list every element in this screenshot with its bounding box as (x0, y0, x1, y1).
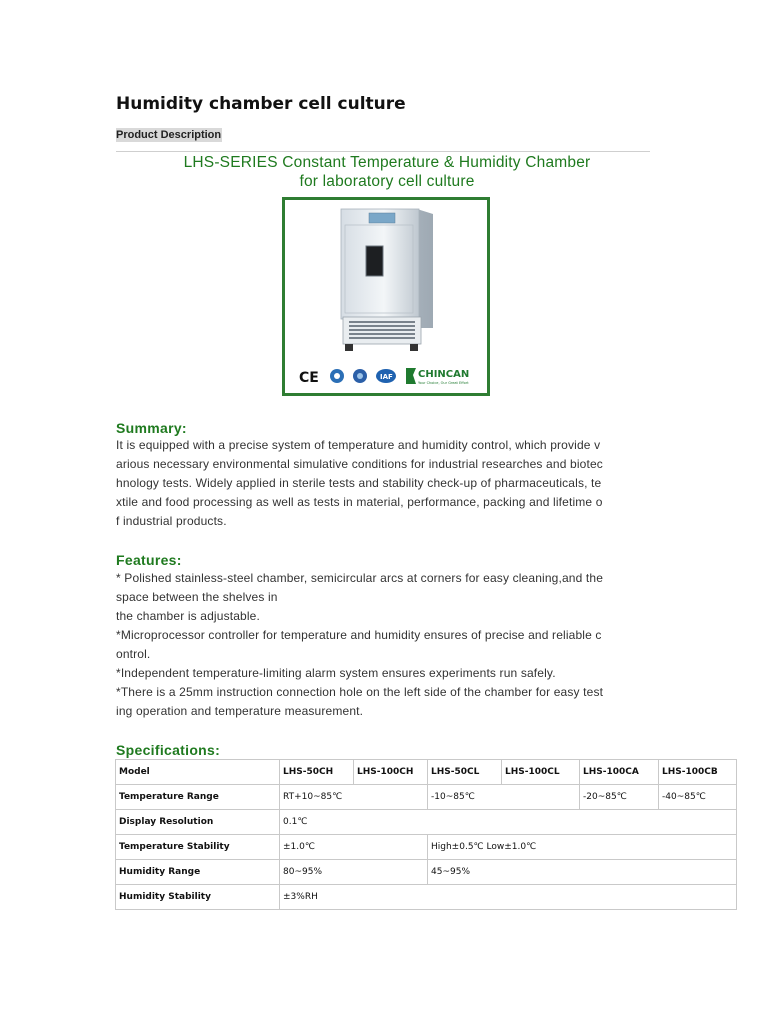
value-cell: -40~85℃ (659, 785, 737, 810)
model-cell: LHS-100CH (354, 760, 428, 785)
svg-text:Your Choice, Our Great Effort: Your Choice, Our Great Effort (418, 381, 469, 385)
features-line: space between the shelves in (116, 590, 278, 604)
summary-text (116, 436, 656, 531)
page-title: Humidity chamber cell culture (116, 94, 406, 114)
value-cell: 45~95% (428, 860, 737, 885)
specifications-heading: Specifications: (116, 742, 221, 758)
row-label: Temperature Stability (116, 835, 280, 860)
specifications-table (115, 759, 737, 910)
features-text (116, 569, 656, 721)
value-cell: ±3%RH (280, 885, 737, 910)
value-cell: -20~85℃ (580, 785, 659, 810)
value-cell: 80~95% (280, 860, 428, 885)
features-line: *There is a 25mm instruction connection hole on the left side of the chamber for easy test (116, 685, 604, 699)
product-description-label: Product Description (116, 129, 222, 141)
table-row (116, 810, 737, 835)
summary-line: arious necessary environmental simulative conditions for industrial researches and biotec (116, 457, 603, 471)
features-line: ing operation and temperature measurement. (116, 704, 364, 718)
table-row (116, 785, 737, 810)
table-row (116, 835, 737, 860)
svg-text:CE: CE (299, 370, 319, 386)
value-cell: -10~85℃ (428, 785, 580, 810)
model-cell: LHS-100CA (580, 760, 659, 785)
model-cell: LHS-100CL (502, 760, 580, 785)
features-line: the chamber is adjustable. (116, 609, 260, 623)
row-label: Humidity Stability (116, 885, 280, 910)
summary-line: It is equipped with a precise system of temperature and humidity control, which provide v (116, 438, 601, 452)
features-line: *Independent temperature-limiting alarm system ensures experiments run safely. (116, 666, 556, 680)
features-line: ontrol. (116, 647, 151, 661)
value-cell: RT+10~85℃ (280, 785, 428, 810)
svg-text:IAF: IAF (380, 373, 393, 381)
divider (116, 151, 650, 152)
summary-line: hnology tests. Widely applied in sterile tests and stability check-up of pharmaceuticals, te (116, 476, 602, 490)
svg-text:CHINCAN: CHINCAN (418, 369, 470, 380)
row-label: Humidity Range (116, 860, 280, 885)
row-label: Temperature Range (116, 785, 280, 810)
features-heading: Features: (116, 552, 182, 568)
product-image (282, 197, 490, 396)
value-cell: 0.1℃ (280, 810, 737, 835)
row-label: Model (116, 760, 280, 785)
value-cell: High±0.5℃ Low±1.0℃ (428, 835, 737, 860)
summary-line: f industrial products. (116, 514, 227, 528)
features-line: *Microprocessor controller for temperature and humidity ensures of precise and reliable c (116, 628, 602, 642)
product-headline (116, 153, 658, 191)
summary-heading: Summary: (116, 420, 187, 436)
model-cell: LHS-50CH (280, 760, 354, 785)
row-label: Display Resolution (116, 810, 280, 835)
table-row (116, 885, 737, 910)
headline-line-2: for laboratory cell culture (299, 173, 475, 190)
model-cell: LHS-50CL (428, 760, 502, 785)
chamber-illustration (285, 200, 487, 393)
table-row (116, 760, 737, 785)
table-row (116, 860, 737, 885)
model-cell: LHS-100CB (659, 760, 737, 785)
summary-line: xtile and food processing as well as tests in material, performance, packing and lifetime o (116, 495, 603, 509)
value-cell: ±1.0℃ (280, 835, 428, 860)
features-line: * Polished stainless-steel chamber, semicircular arcs at corners for easy cleaning,and the (116, 571, 604, 585)
headline-line-1: LHS-SERIES Constant Temperature & Humidity Chamber (183, 154, 591, 171)
